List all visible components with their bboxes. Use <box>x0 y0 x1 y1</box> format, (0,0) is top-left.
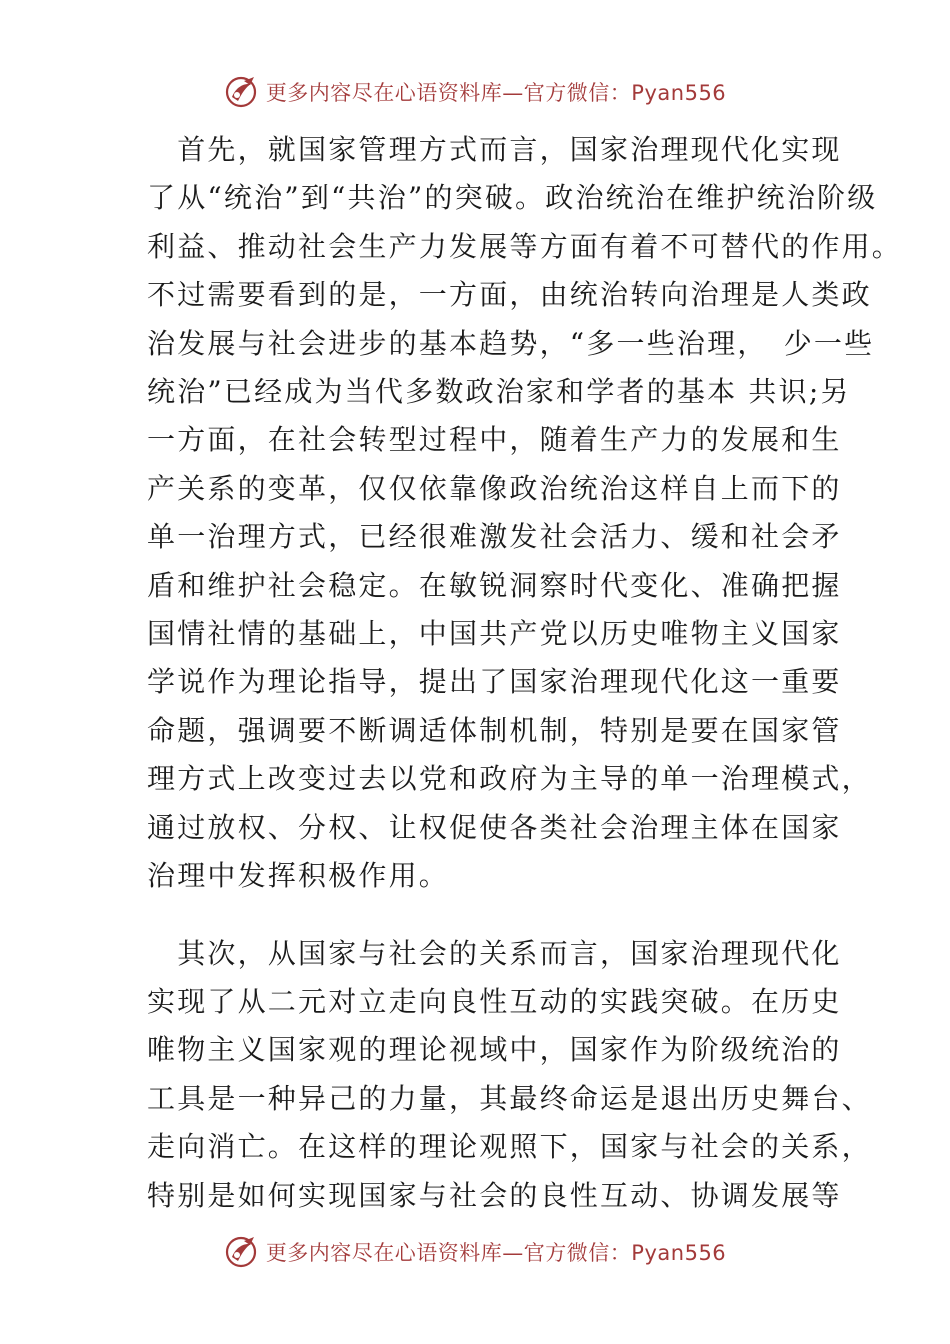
document-body <box>147 126 903 1220</box>
text-line: 学说作为理论指导，提出了国家治理现代化这一重要 <box>147 665 842 699</box>
footer-banner-text: 更多内容尽在心语资料库—官方微信：Pyan556 <box>265 1241 727 1265</box>
text-line: 盾和维护社会稳定。在敏锐洞察时代变化、准确把握 <box>147 568 842 602</box>
text-line: 实现了从二元对立走向良性互动的实践突破。在历史 <box>147 984 842 1018</box>
text-line: 不过需要看到的是，一方面，由统治转向治理是人类政 <box>147 278 872 312</box>
text-line: 通过放权、分权、让权促使各类社会治理主体在国家 <box>147 810 842 844</box>
text-line: 了从“统治”到“共治”的突破。政治统治在维护统治阶级 <box>147 181 878 215</box>
text-line: 理方式上改变过去以党和政府为主导的单一治理模式， <box>147 762 872 796</box>
text-line: 国情社情的基础上，中国共产党以历史唯物主义国家 <box>147 617 842 651</box>
text-line: 唯物主义国家观的理论视域中，国家作为阶级统治的 <box>147 1033 842 1067</box>
brush-logo-icon <box>224 75 258 109</box>
header-banner <box>0 70 950 114</box>
footer-banner <box>0 1230 950 1274</box>
text-line: 一方面，在社会转型过程中，随着生产力的发展和生 <box>147 423 842 457</box>
text-line: 利益、推动社会生产力发展等方面有着不可替代的作用。 <box>147 229 903 263</box>
text-line: 特别是如何实现国家与社会的良性互动、协调发展等 <box>147 1178 842 1212</box>
text-line: 统治”已经成为当代多数政治家和学者的基本 共识;另 <box>147 375 851 409</box>
text-line: 走向消亡。在这样的理论观照下，国家与社会的关系， <box>147 1130 872 1164</box>
paragraph-1 <box>147 126 903 901</box>
text-line: 首先，就国家管理方式而言，国家治理现代化实现 <box>147 133 842 166</box>
paragraph-spacer <box>147 901 847 930</box>
text-line: 单一治理方式，已经很难激发社会活力、缓和社会矛 <box>147 520 842 554</box>
header-banner-text: 更多内容尽在心语资料库—官方微信：Pyan556 <box>265 81 727 105</box>
text-line: 其次，从国家与社会的关系而言，国家治理现代化 <box>147 936 842 970</box>
paragraph-2 <box>147 930 872 1220</box>
text-line: 产关系的变革，仅仅依靠像政治统治这样自上而下的 <box>147 471 842 505</box>
text-line: 治发展与社会进步的基本趋势，“多一些治理， 少一些 <box>147 326 875 360</box>
brush-logo-icon <box>224 1235 258 1269</box>
text-line: 命题，强调要不断调适体制机制，特别是要在国家管 <box>147 713 842 747</box>
text-line: 治理中发挥积极作用。 <box>147 859 450 893</box>
text-line: 工具是一种异己的力量，其最终命运是退出历史舞台、 <box>147 1081 872 1115</box>
